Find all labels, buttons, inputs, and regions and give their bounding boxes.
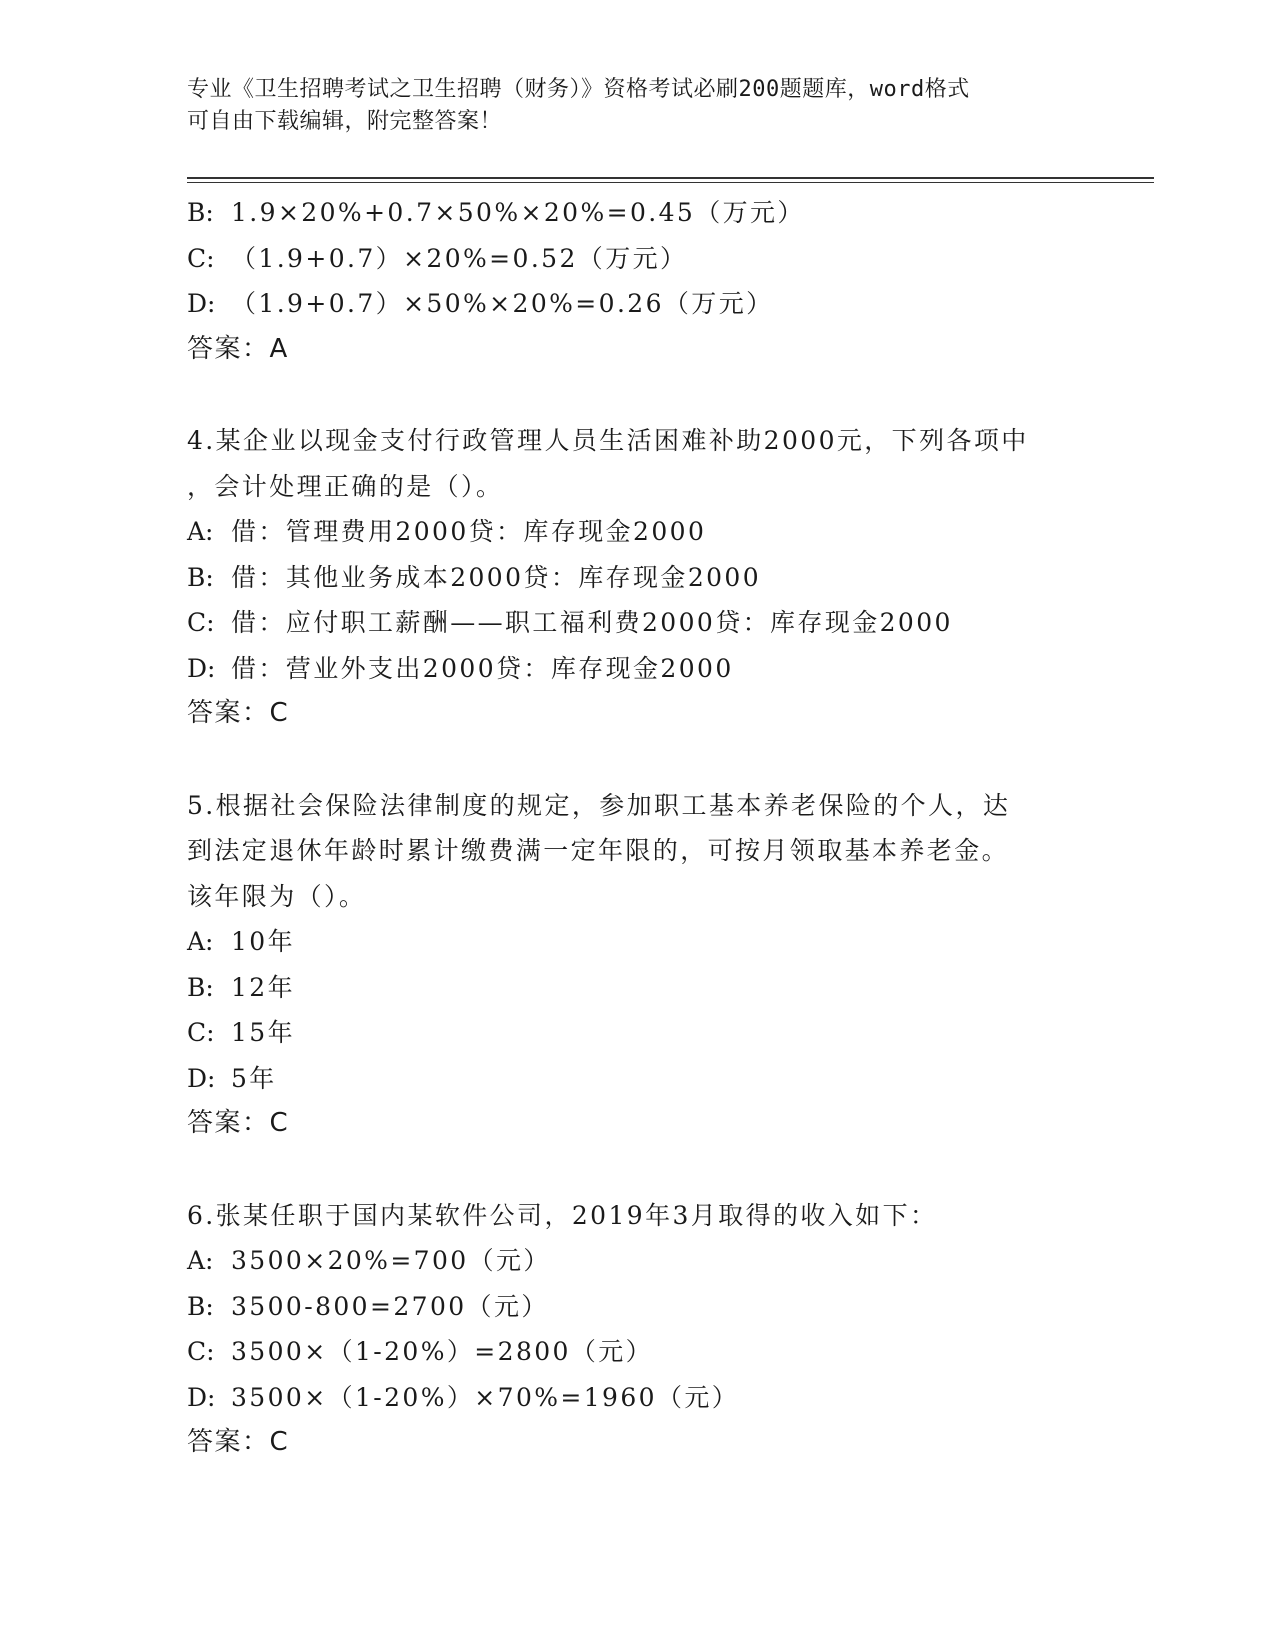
option-label: C:: [187, 243, 215, 273]
option-b: [187, 965, 1067, 1011]
option-label: A:: [187, 517, 214, 546]
question-block-4: [187, 418, 1067, 737]
option-label: D:: [187, 653, 216, 683]
header-rule-thin: [187, 182, 1154, 183]
option-c: [187, 600, 1067, 646]
option-text: 12年: [231, 972, 296, 1002]
option-text: 3500-800=2700（元）: [231, 1291, 549, 1321]
option-label: D:: [187, 1063, 216, 1093]
option-label: B:: [187, 562, 214, 592]
question-block-6: [187, 1193, 1067, 1466]
option-d: [187, 1056, 1067, 1102]
option-a: [187, 509, 1067, 555]
question-stem-line: 5.根据社会保险法律制度的规定，参加职工基本养老保险的个人，达: [187, 790, 1011, 820]
option-a: [187, 1238, 1067, 1284]
option-label: D:: [187, 1382, 216, 1412]
option-label: C:: [187, 1018, 215, 1047]
option-a: [187, 919, 1067, 965]
spacer: [187, 1147, 1067, 1193]
answer-line: 答案：A: [187, 333, 289, 364]
option-text: 借：营业外支出2000贷：库存现金2000: [231, 653, 734, 683]
option-text: 15年: [231, 1018, 296, 1047]
option-text: （1.9+0.7）×50%×20%=0.26（万元）: [231, 289, 774, 318]
question-block-5: [187, 783, 1067, 1147]
question-block-3: [187, 190, 1067, 372]
header-rule-thick: [187, 177, 1154, 179]
option-c: [187, 1010, 1067, 1056]
question-stem-line: 4.某企业以现金支付行政管理人员生活困难补助2000元，下列各项中: [187, 426, 1029, 455]
option-text: 借：其他业务成本2000贷：库存现金2000: [231, 562, 762, 592]
option-b: [187, 190, 1067, 236]
question-stem-line: 到法定退休年龄时累计缴费满一定年限的，可按月领取基本养老金。: [187, 836, 1010, 865]
spacer: [187, 737, 1067, 783]
answer-line: 答案：C: [187, 1108, 290, 1138]
option-text: 1.9×20%+0.7×50%×20%=0.45（万元）: [231, 198, 805, 227]
option-label: B:: [187, 972, 214, 1002]
option-b: [187, 555, 1067, 601]
option-label: C:: [187, 608, 215, 637]
option-label: A:: [187, 1246, 214, 1275]
option-label: B:: [187, 1291, 214, 1321]
option-c: [187, 236, 1067, 282]
option-label: A:: [187, 927, 214, 956]
option-text: 借：应付职工薪酬——职工福利费2000贷：库存现金2000: [231, 608, 953, 637]
option-b: [187, 1284, 1067, 1330]
option-text: 借：管理费用2000贷：库存现金2000: [231, 517, 707, 546]
option-text: 3500×（1-20%）=2800（元）: [231, 1337, 654, 1366]
header-line-1: 专业《卫生招聘考试之卫生招聘（财务）》资格考试必刷200题题库，word格式: [187, 77, 970, 102]
option-d: [187, 646, 1067, 692]
header-line-2: 可自由下载编辑，附完整答案！: [187, 109, 503, 134]
answer-line: 答案：C: [187, 698, 290, 728]
spacer: [187, 372, 1067, 418]
question-list: [187, 190, 1067, 1466]
question-stem-line: ，会计处理正确的是（）。: [187, 471, 504, 501]
option-label: D:: [187, 289, 216, 318]
option-d: [187, 1375, 1067, 1421]
option-label: C:: [187, 1337, 215, 1366]
document-header: [187, 74, 1067, 138]
option-text: 3500×20%=700（元）: [231, 1246, 551, 1275]
answer-line: 答案：C: [187, 1427, 290, 1457]
option-text: 10年: [231, 927, 296, 956]
option-d: [187, 281, 1067, 327]
option-label: B:: [187, 198, 214, 227]
question-stem-line: 该年限为（）。: [187, 881, 367, 911]
question-stem-line: 6.张某任职于国内某软件公司，2019年3月取得的收入如下：: [187, 1200, 938, 1230]
option-c: [187, 1329, 1067, 1375]
option-text: 5年: [231, 1063, 277, 1093]
option-text: （1.9+0.7）×20%=0.52（万元）: [231, 243, 688, 273]
option-text: 3500×（1-20%）×70%=1960（元）: [231, 1382, 740, 1412]
